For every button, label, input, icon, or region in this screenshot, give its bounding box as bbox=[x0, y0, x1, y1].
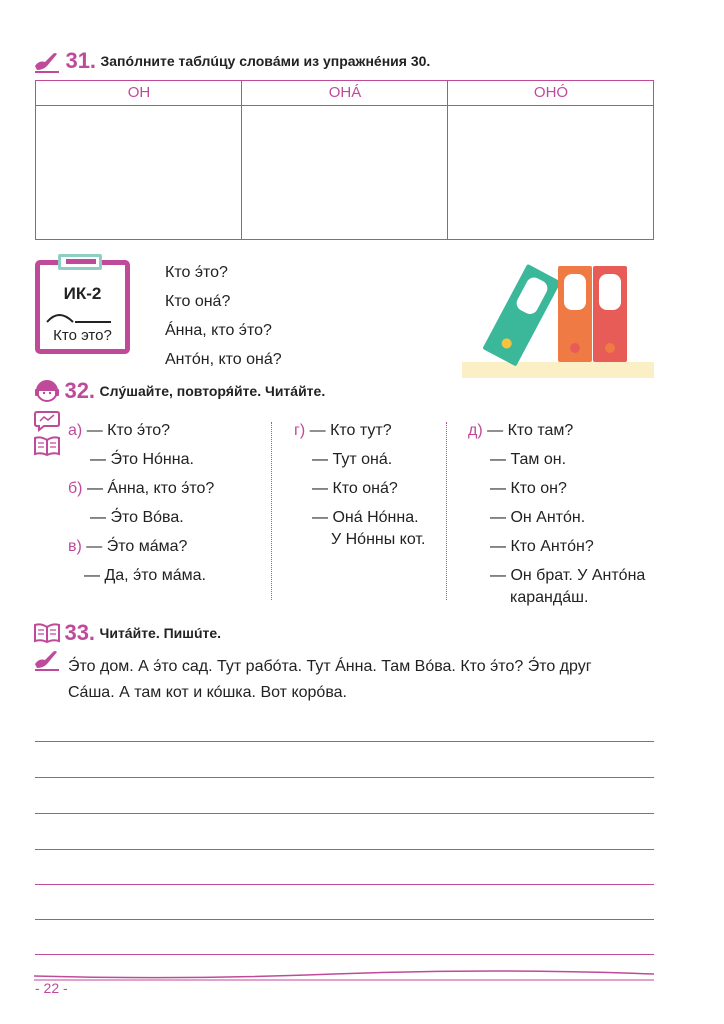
dialog-line: б) — Áнна, кто э́то? bbox=[68, 480, 215, 497]
dialog-line: карандáш. bbox=[510, 589, 589, 606]
dialog-line: — Он брат. У Антóна bbox=[490, 567, 646, 584]
ik2-line: Áнна, кто э́то? bbox=[165, 322, 272, 339]
clipboard-bar bbox=[66, 259, 96, 264]
ik2-line: Кто э́то? bbox=[165, 264, 228, 281]
open-book-icon bbox=[34, 436, 60, 456]
dialog-line: — Э́то Вóва. bbox=[90, 509, 184, 526]
dialog-column-2 bbox=[294, 416, 425, 551]
ex32-header bbox=[34, 378, 325, 404]
dialog-line: — Э́то Нóнна. bbox=[90, 451, 194, 468]
table-header-ona: ОНÁ bbox=[328, 84, 362, 101]
folder-green bbox=[482, 264, 561, 367]
dialog-letter-b: б) bbox=[68, 480, 83, 497]
dialog-column-1 bbox=[68, 416, 214, 590]
column-separator bbox=[446, 422, 447, 600]
ex33-header bbox=[34, 620, 221, 646]
dialog-line: — Тут онá. bbox=[312, 451, 393, 468]
listening-head-icon bbox=[34, 378, 60, 404]
ex32-number: 32. bbox=[64, 378, 96, 403]
writing-line[interactable] bbox=[35, 919, 654, 920]
page-number: - 22 - bbox=[35, 980, 68, 996]
dialog-line: а) — Кто э́то? bbox=[68, 422, 171, 439]
ik2-phrase: Кто это? bbox=[53, 327, 112, 344]
dialog-line: — Он Антóн. bbox=[490, 509, 586, 526]
dialog-line: в) — Э́то мáма? bbox=[68, 538, 188, 555]
writing-line[interactable] bbox=[35, 884, 654, 885]
dialog-line: г) — Кто тут? bbox=[294, 422, 392, 439]
dialog-letter-g: г) bbox=[294, 422, 306, 439]
writing-line[interactable] bbox=[35, 741, 654, 742]
dialog-line: — Там он. bbox=[490, 451, 567, 468]
open-book-icon bbox=[34, 623, 60, 643]
dialog-letter-a: а) bbox=[68, 422, 83, 439]
intonation-contour-icon bbox=[45, 310, 115, 324]
dialog-line: — Кто онá? bbox=[312, 480, 398, 497]
ex33-text-line-1: Э́то дом. А э́то сад. Тут рабóта. Тут Áнна. Там Вóва. Кто э́то? Э́то друг bbox=[68, 658, 592, 675]
folders-illustration bbox=[458, 260, 658, 380]
dialog-line: — Онá Нóнна. bbox=[312, 509, 419, 526]
dialog-line: — Да, э́то мáма. bbox=[84, 567, 206, 584]
ex31-title: Запóлните таблúцу словáми из упражнéния 30. bbox=[100, 53, 431, 69]
table-header-on: ОН bbox=[127, 84, 151, 101]
ik2-line: Кто онá? bbox=[165, 293, 231, 310]
dialog-line: д) — Кто там? bbox=[468, 422, 574, 439]
ex31-number: 31. bbox=[65, 48, 97, 73]
ex33-number: 33. bbox=[64, 620, 96, 645]
footer-wave bbox=[34, 968, 658, 982]
ik2-line: Антóн, кто онá? bbox=[165, 351, 282, 368]
writing-line[interactable] bbox=[35, 849, 654, 850]
dialog-letter-v: в) bbox=[68, 538, 82, 555]
table-header-ono: ОНÓ bbox=[533, 84, 569, 101]
dialog-line: — Кто он? bbox=[490, 480, 567, 497]
dialog-column-3 bbox=[468, 416, 645, 609]
ex31-header bbox=[33, 48, 430, 74]
speech-bubble-icon bbox=[34, 410, 60, 432]
shelf bbox=[462, 362, 654, 378]
ex33-text bbox=[68, 654, 592, 706]
ex32-title: Слýшайте, повторя́йте. Читáйте. bbox=[99, 383, 326, 399]
ik2-lines bbox=[165, 258, 282, 374]
dialog-letter-d: д) bbox=[468, 422, 483, 439]
ik2-label: ИК-2 bbox=[63, 284, 102, 303]
ex33-title: Читáйте. Пишúте. bbox=[99, 625, 222, 641]
writing-line[interactable] bbox=[35, 954, 654, 955]
writing-hand-icon bbox=[33, 646, 61, 672]
column-separator bbox=[271, 422, 272, 600]
dialog-line: — Кто Антóн? bbox=[490, 538, 594, 555]
writing-line[interactable] bbox=[35, 813, 654, 814]
writing-hand-icon bbox=[33, 48, 61, 74]
word-table bbox=[35, 80, 654, 240]
ex33-text-line-2: Сáша. А там кот и кóшка. Вот корóва. bbox=[68, 684, 347, 701]
writing-line[interactable] bbox=[35, 777, 654, 778]
dialog-line: У Нóнны кот. bbox=[331, 531, 426, 548]
